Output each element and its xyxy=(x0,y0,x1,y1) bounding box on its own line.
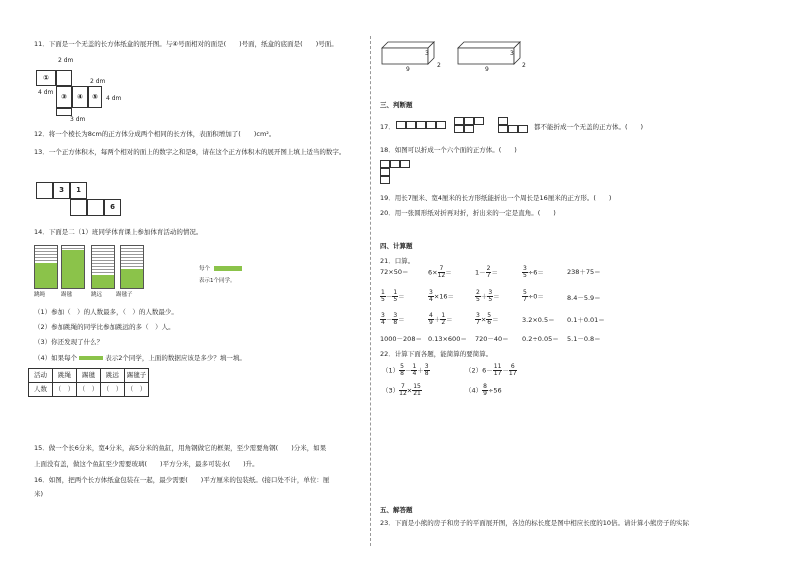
q21-item: $\frac{4}{9}$ ＋ $\frac{1}{2}$ ＝ xyxy=(429,312,453,326)
q14-sub4-swatch xyxy=(79,356,103,360)
q11-face-4: ④ xyxy=(72,86,88,108)
net-cell xyxy=(380,160,390,168)
q11-label: 4 dm xyxy=(106,95,122,102)
q13-text: 13．一个正方体积木，每两个相对的面上的数字之和是8，请在这个正方体积木的展开图上填上适当的数字。 xyxy=(34,148,346,156)
q21-item: 5.1－0.8＝ xyxy=(567,335,601,343)
q19-text: 19．用长7厘米、宽4厘米的长方形纸能折出一个周长是16厘米的正方形。( ) xyxy=(380,194,612,202)
net-cell xyxy=(380,168,390,176)
net-cell xyxy=(390,160,400,168)
box-2-label: 3 xyxy=(510,50,514,57)
q21-item: 720－40＝ xyxy=(475,335,509,343)
q21-item: $\frac{3}{7}$ × $\frac{5}{6}$ ＝ xyxy=(476,312,499,326)
q21-item: 238＋75＝ xyxy=(567,268,601,276)
net-cell xyxy=(426,121,436,129)
q21-item: $\frac{2}{5}$ ＋ $\frac{3}{5}$ ＝ xyxy=(476,289,500,303)
q21-title: 21．口算。 xyxy=(380,257,415,265)
q11-label: 2 dm xyxy=(90,78,106,85)
q13-face: 6 xyxy=(104,199,121,216)
q22-item: （4） $\frac{8}{9}$ ÷56 xyxy=(465,383,502,397)
q14-sub4 xyxy=(34,354,246,362)
box-1-label: 3 xyxy=(425,50,429,57)
column-divider xyxy=(370,36,371,546)
q14-bar xyxy=(34,245,58,289)
q11-face-3: ③ xyxy=(56,86,72,108)
net-cell xyxy=(508,125,518,133)
section-3-heading: 三、判断题 xyxy=(380,101,413,109)
q14-sub2: （2）参加跳绳的同学比参加跳远的多（ ）人。 xyxy=(34,323,175,331)
q22-item: （1） $\frac{5}{8}$ － $\frac{1}{4}$ ＋ $\frac{3}{8}$ xyxy=(382,363,429,377)
q16-boxes-figure xyxy=(376,36,556,76)
q14-legend-swatch xyxy=(214,266,242,271)
table-cell: （ ） xyxy=(125,383,149,397)
box-1-label: 2 xyxy=(437,62,441,69)
q14-bar-fill xyxy=(62,250,84,288)
box-2-label: 9 xyxy=(485,66,489,73)
q14-bar xyxy=(61,245,85,289)
table-cell: （ ） xyxy=(53,383,77,397)
q20-text: 20．用一张圆形纸对折再对折，折出来的一定是直角。( ) xyxy=(380,209,556,217)
q21-item: 0.2÷0.05＝ xyxy=(522,335,559,343)
q22-item: （2）6－ $\frac{11}{17}$ － $\frac{6}{17}$ xyxy=(465,363,517,377)
q21-item: $\frac{3}{4}$ － $\frac{3}{8}$ ＝ xyxy=(381,312,405,326)
q14-legend: 表示1个同学。 xyxy=(199,278,236,284)
q11-text: 11．下面是一个无盖的长方体纸盒的展开图。与④号面相对的面是( )号面，纸盒的底面是( )号面。 xyxy=(34,40,338,48)
net-cell xyxy=(454,125,464,133)
net-cell xyxy=(474,117,484,125)
q14-activity-table xyxy=(28,368,149,397)
q14-bar-fill xyxy=(121,269,143,288)
box-2-label: 2 xyxy=(522,62,526,69)
q14-bar-fill xyxy=(92,275,114,288)
q13-face xyxy=(70,199,87,216)
net-cell xyxy=(464,125,474,133)
q14-legend: 每个 xyxy=(199,266,211,272)
q21-item: 6× $\frac{7}{12}$ ＝ xyxy=(428,265,452,279)
q14-sub1: （1）参加（ ）的人数最多，（ ）的人数最少。 xyxy=(34,308,178,316)
q14-text: 14．下面是二（1）班同学体育课上参加体育活动的情况。 xyxy=(34,228,203,236)
q21-item: 1000－208＝ xyxy=(380,335,422,343)
q11-face-5: ⑤ xyxy=(88,86,102,108)
q16-line1: 16．如图，把两个长方体纸盒包装在一起，最少需要( )平方厘米的包装纸。(接口处不计，单位：厘 xyxy=(34,476,330,484)
net-cell xyxy=(406,121,416,129)
q13-face xyxy=(87,199,104,216)
table-head-cell: 踢毽 xyxy=(77,369,101,383)
q14-activity-label: 踢毽 xyxy=(61,292,73,298)
q14-activity-label: 跳远 xyxy=(91,292,103,298)
table-cell: （ ） xyxy=(101,383,125,397)
q14-bar-fill xyxy=(35,263,57,288)
q21-row: 72×50＝ xyxy=(380,268,409,276)
net-cell xyxy=(498,125,508,133)
table-cell: （ ） xyxy=(77,383,101,397)
net-cell xyxy=(454,117,464,125)
q16-line2: 米) xyxy=(34,490,44,498)
net-cell xyxy=(518,125,528,133)
q21-item: $\frac{1}{5}$ － $\frac{1}{5}$ ＝ xyxy=(381,289,405,303)
section-4-heading: 四、计算题 xyxy=(380,242,413,250)
table-head-cell: 踢毽子 xyxy=(125,369,149,383)
q17-num: 17． xyxy=(380,123,395,131)
q14-sub4-b: 表示2个同学，上面的数据应该是多少？填一填。 xyxy=(105,354,246,362)
q21-item: $\frac{3}{5}$ ÷6＝ xyxy=(523,265,544,279)
net-cell xyxy=(416,121,426,129)
q21-item: 3.2×0.5＝ xyxy=(522,316,555,324)
q21-item: 0.1＋0.01＝ xyxy=(567,316,605,324)
q11-face-2 xyxy=(56,108,72,116)
q21-item: $\frac{3}{4}$ ×16＝ xyxy=(429,289,455,303)
q15-line1: 15．做一个长6分米，宽4分米，高5分米的鱼缸，用角钢做它的框架，至少需要角钢( )分米，如果 xyxy=(34,444,327,452)
q14-activity-label: 跳绳 xyxy=(34,292,46,298)
q14-sub3: （3）你还发现了什么？ xyxy=(34,338,104,346)
q21-item: 1－ $\frac{2}{7}$ ＝ xyxy=(475,265,498,279)
q21-item: $\frac{5}{7}$ ÷0＝ xyxy=(523,289,544,303)
q15-line2: 上面没有盖，做这个鱼缸至少需要玻璃( )平方分米，最多可装水( )升。 xyxy=(34,460,259,468)
q13-face: 3 xyxy=(53,182,70,199)
net-cell xyxy=(380,176,390,184)
q13-face: 1 xyxy=(70,182,87,199)
q17-text: 都不能折成一个无盖的正方体。( ) xyxy=(534,123,644,131)
table-head-cell: 活动 xyxy=(29,369,53,383)
q14-sub4-a: （4）如果每个 xyxy=(34,354,78,362)
q12-text: 12．将一个棱长为8cm的正方体分成两个相同的长方体，表面积增加了( )cm²。 xyxy=(34,130,276,138)
q18-text: 18．如图可以折成一个六个面的正方体。( ) xyxy=(380,146,517,154)
q21-item: 0.13×600＝ xyxy=(428,335,467,343)
net-cell xyxy=(464,117,474,125)
q23-text: 23．下面是小熊的房子和房子的平面展开图，各边的标长度是图中相应长度的10倍。请计算小熊房子的实际 xyxy=(380,519,690,527)
q14-bar xyxy=(91,245,115,289)
net-cell xyxy=(400,160,410,168)
q11-face-1: ① xyxy=(36,70,56,86)
table-head-cell: 跳绳 xyxy=(53,369,77,383)
box-1-label: 9 xyxy=(406,66,410,73)
table-cell: 人数 xyxy=(29,383,53,397)
q11-label: 3 dm xyxy=(70,116,86,123)
q11-label: 4 dm xyxy=(38,89,54,96)
q22-item: （3） $\frac{7}{12}$ × $\frac{15}{21}$ xyxy=(382,383,421,397)
q14-activity-label: 踢毽子 xyxy=(116,292,133,298)
net-cell xyxy=(396,121,406,129)
section-5-heading: 五、解答题 xyxy=(380,506,413,514)
net-cell xyxy=(436,121,446,129)
q22-title: 22．计算下面各题，能简算的要简算。 xyxy=(380,350,493,358)
q11-label: 2 dm xyxy=(58,57,74,64)
table-head-cell: 跳远 xyxy=(101,369,125,383)
q13-face xyxy=(36,182,53,199)
q21-item: 8.4－5.9＝ xyxy=(567,294,601,302)
q14-bar xyxy=(120,245,144,289)
net-cell xyxy=(498,117,508,125)
q11-face-top xyxy=(56,70,72,86)
